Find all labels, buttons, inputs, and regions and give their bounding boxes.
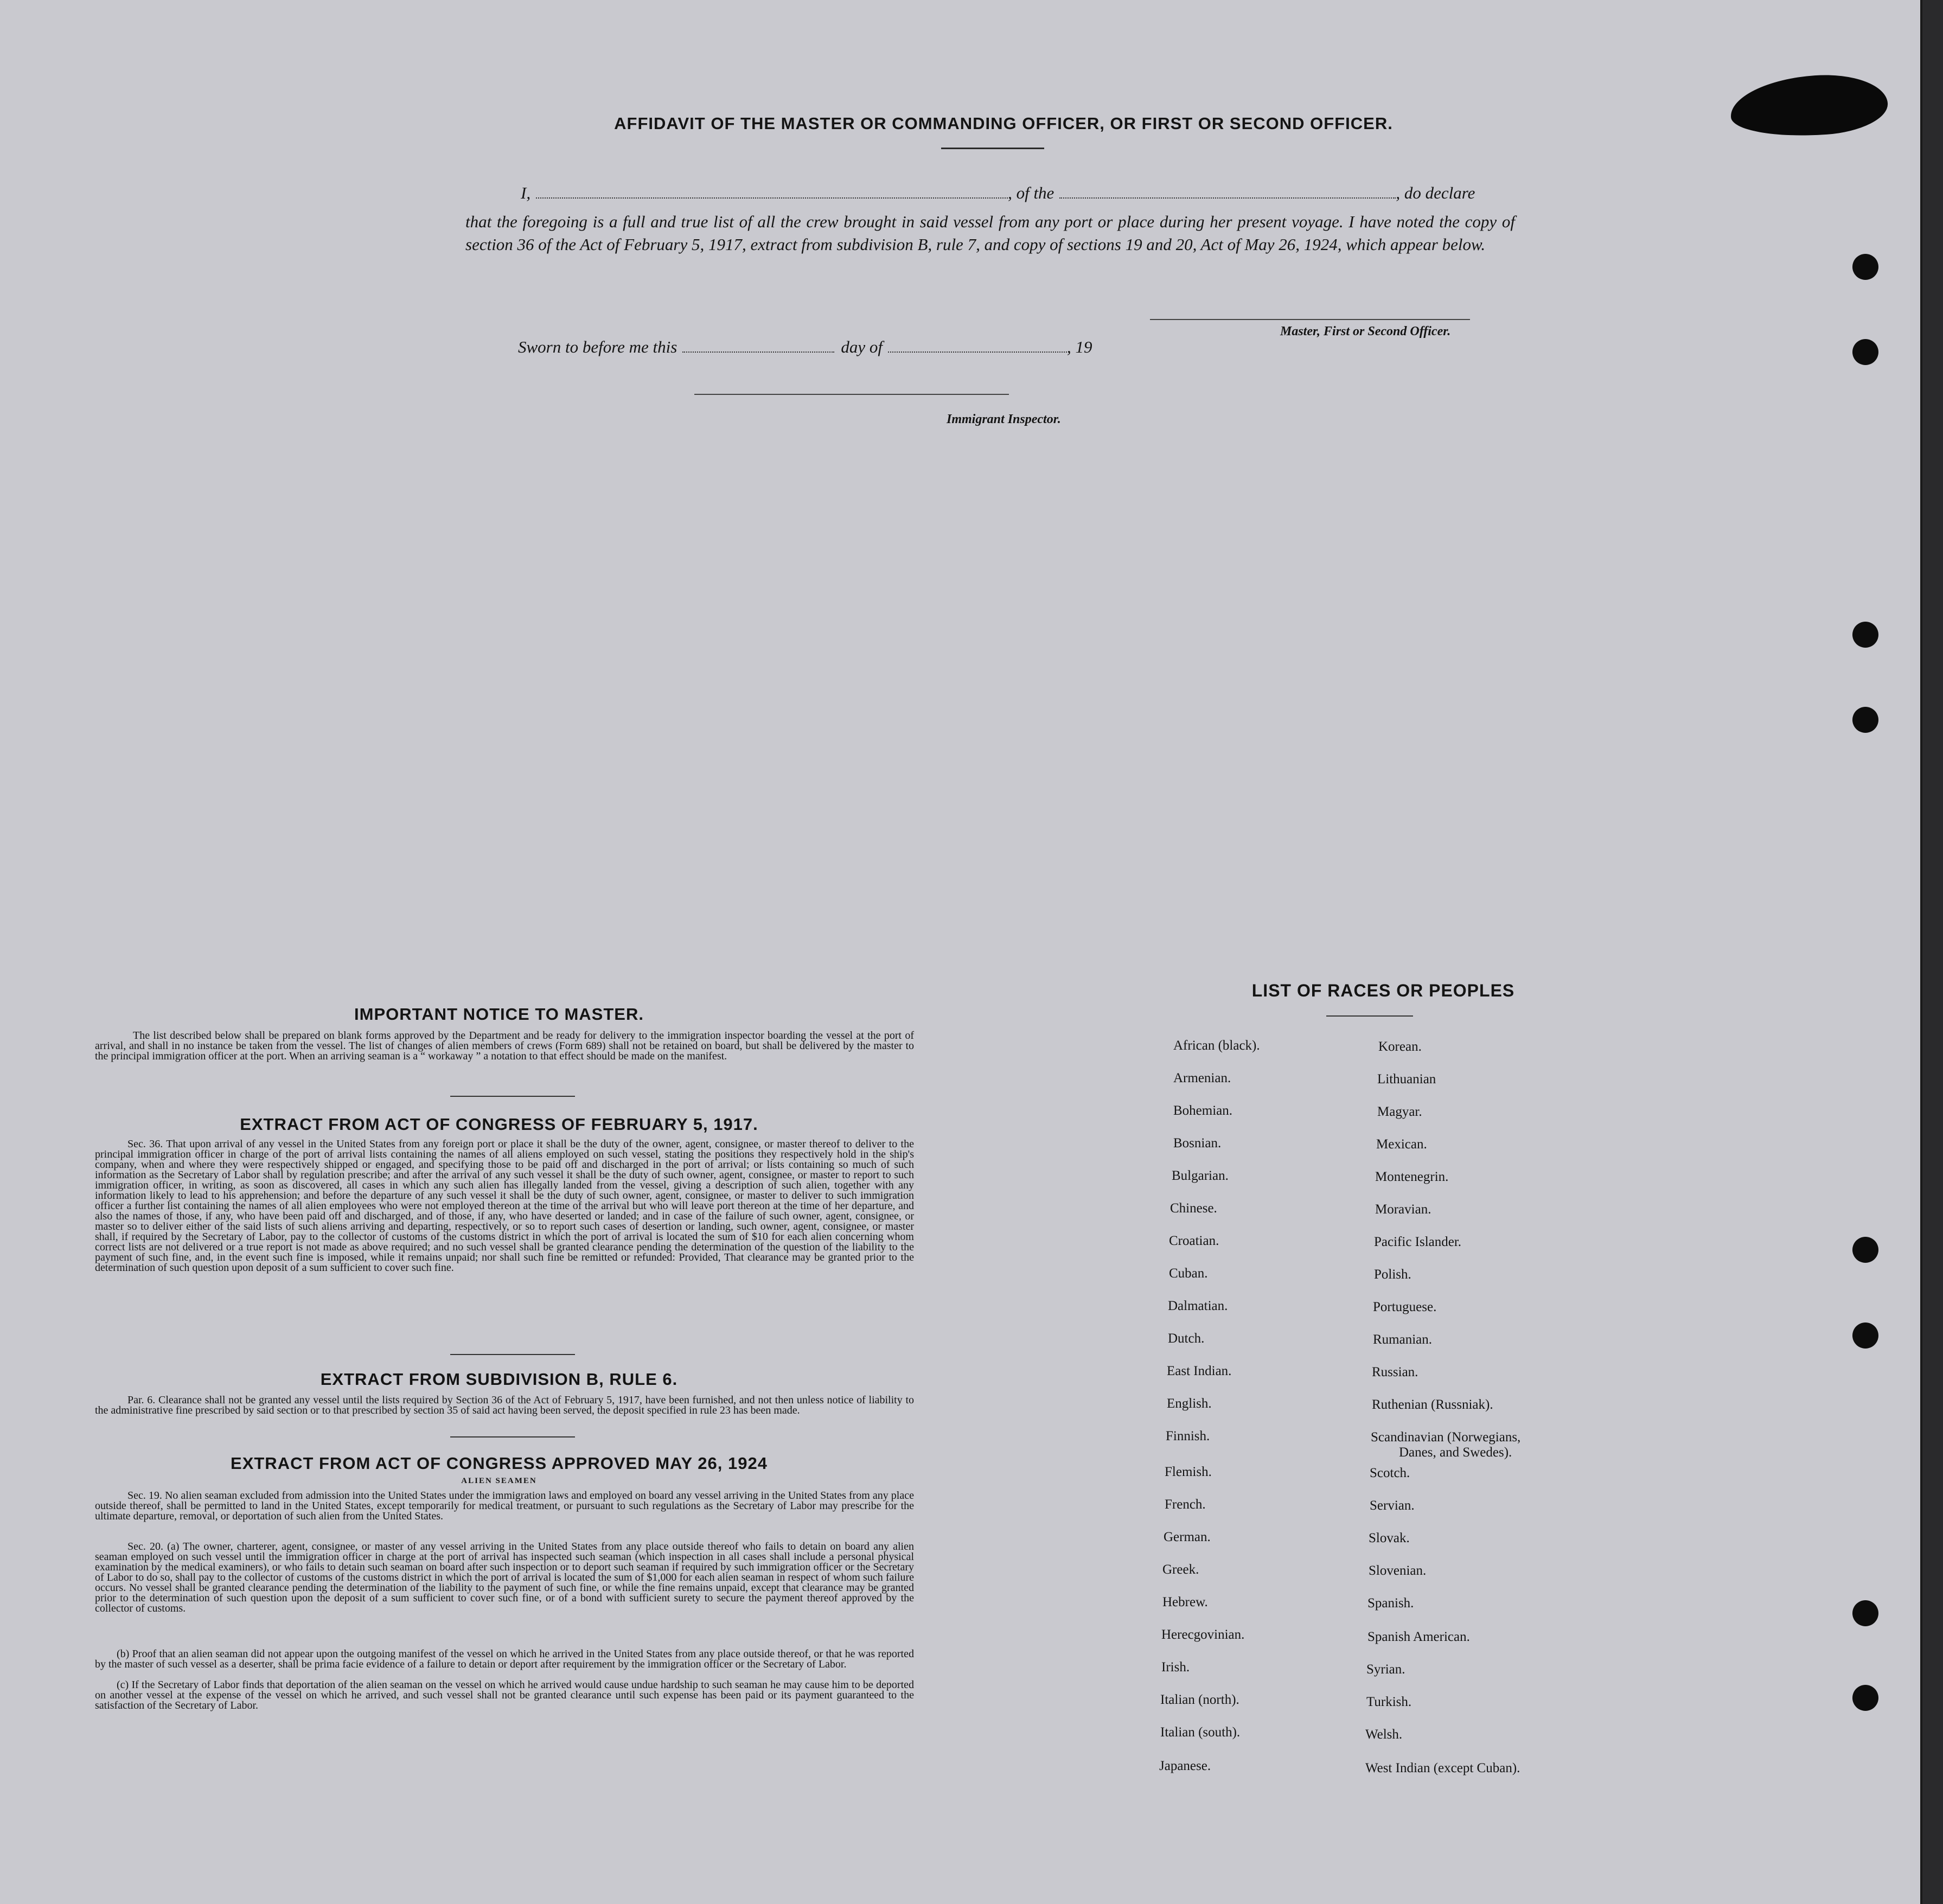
race-right-item: Mexican. <box>1376 1137 1427 1152</box>
race-right-item: Slovenian. <box>1369 1563 1427 1578</box>
binder-hole-icon <box>1852 707 1878 733</box>
race-right-item: Rumanian. <box>1373 1332 1433 1347</box>
race-left-item: East Indian. <box>1167 1364 1232 1378</box>
sec19-text: Sec. 19. No alien seaman excluded from admission into the United States under the immigration laws and employed on board any vessel arriving in the United States from any place outside thereof, shall be permitted to land in the United States, except temporarily for medical treatment, or pursuant to such regulations as the Secretary of Labor may prescribe for the ultimate departure, removal, or deportation of such alien from the United States. <box>95 1490 914 1522</box>
extract-rule6-title: EXTRACT FROM SUBDIVISION B, RULE 6. <box>320 1370 678 1389</box>
binder-hole-icon <box>1852 1322 1878 1349</box>
affidavit-of-the: , of the <box>1008 183 1054 202</box>
sec20b-text: (b) Proof that an alien seaman did not appear upon the outgoing manifest of the vessel on which he arrived in the United States from any place outside thereof, or that he was reported by the master of such vessel as a deserter, shall be prima facie evidence of a failure to detain or deport after requirement by the immigration officer or the Secretary of Labor. <box>95 1648 914 1670</box>
race-left-item: German. <box>1164 1530 1211 1544</box>
race-right-item: Pacific Islander. <box>1374 1235 1462 1249</box>
races-title: LIST OF RACES OR PEOPLES <box>1251 981 1515 1000</box>
affidavit-line1 <box>521 183 1519 203</box>
affidavit-title: AFFIDAVIT OF THE MASTER OR COMMANDING OFFICER, OR FIRST OR SECOND OFFICER. <box>614 114 1393 133</box>
race-left-item: Cuban. <box>1169 1266 1208 1281</box>
sworn-day-blank <box>682 351 834 353</box>
notice-body: The list described below shall be prepared on blank forms approved by the Department and be ready for delivery to the immigration inspector boarding the vessel at the port of arrival, and shall in no instance be taken from the vessel. The list of changes of alien members of crews (Form 689) shall not be retained on board, but shall be delivered by the master to the principal immigration officer at the port. When an arriving seaman is a “ workaway ” a notation to that effect should be made on the manifest. <box>95 1030 914 1062</box>
binder-hole-icon <box>1852 1600 1878 1626</box>
race-right-item: Russian. <box>1372 1365 1418 1379</box>
title-rule <box>941 148 1044 149</box>
extract-1917-title: EXTRACT FROM ACT OF CONGRESS OF FEBRUARY 5, 1917. <box>240 1115 758 1134</box>
sec20a-text: Sec. 20. (a) The owner, charterer, agent, consignee, or master of any vessel arriving in the United States from any place outside thereof who fails to detain on board any alien seaman employed on such vessel until the immigration officer in charge at the port of arrival has inspected such seaman (which inspection in all cases shall include a personal physical examination by the medical examiners), or who fails to detain such seaman on board after such inspection or to deport such seaman if required by such immigration officer or the Secretary of Labor to do so, shall pay to the collector of customs of the customs district in which the port of arrival is located the sum of $1,000 for each alien seaman in respect of whom such failure occurs. No vessel shall be granted clearance pending the determination of the liability to the payment of such fine, or while the fine remains unpaid, except that clearance may be granted prior to the determination of such question upon the deposit of a sum sufficient to cover such fine, or of a bond with sufficient surety to secure the payment thereof approved by the collector of customs. <box>95 1541 914 1614</box>
race-right-item: Scotch. <box>1370 1466 1410 1480</box>
race-right-item: Spanish American. <box>1367 1630 1470 1644</box>
race-right-item: Slovak. <box>1369 1531 1410 1545</box>
extract-1917-body: Sec. 36. That upon arrival of any vessel in the United States from any foreign port or place it shall be the duty of the owner, agent, consignee, or master thereof to deliver to the principal immigration officer in charge of the port of arrival lists containing the names of all aliens employed on such vessel, stating the positions they respectively hold in the ship's company, when and where they were respectively shipped or engaged, and specifying those to be paid off and discharged in the port of arrival; or lists containing so much of such information as the Secretary of Labor shall by regulation prescribe; and after the arrival of any such vessel it shall be the duty of such owner, agent, consignee, or master to report to such immigration officer, in writing, as soon as discovered, all cases in which any such alien has illegally landed from the vessel, giving a description of such alien, together with any information likely to lead to his apprehension; and before the departure of any such vessel it shall be the duty of such owner, agent, consignee, or master to deliver to such immigration officer a further list containing the names of all alien employees who were not employed thereon at the time of the arrival but who will leave port thereon at the time of her departure, and also the names of those, if any, who have been paid off and discharged, and of those, if any, who have deserted or landed; and in case of the failure of such owner, agent, consignee, or master so to deliver either of the said lists of such aliens arriving and departing, respectively, or so to report such cases of desertion or landing, such owner, agent, consignee, or master shall, if required by the Secretary of Labor, pay to the collector of customs of the customs district in which the port of arrival is located the sum of $10 for each alien concerning whom correct lists are not delivered or a true report is not made as above required; and no such vessel shall be granted clearance pending the determination of the question of the liability to the payment of such fine, and, in the event such fine is imposed, while it remains unpaid; nor shall such fine be remitted or refunded: Provided, That clearance may be granted prior to the determination of such question upon deposit of a sum sufficient to cover such fine. <box>95 1138 914 1274</box>
race-left-item: Bohemian. <box>1173 1103 1233 1118</box>
race-right-item: Syrian. <box>1366 1662 1405 1677</box>
sworn-line <box>518 337 1092 357</box>
race-right-item: Moravian. <box>1375 1202 1431 1217</box>
race-left-item: Dutch. <box>1168 1331 1205 1346</box>
binder-hole-icon <box>1852 622 1878 648</box>
race-right-item: Portuguese. <box>1373 1300 1437 1314</box>
sworn-month-blank <box>888 351 1067 353</box>
binder-hole-icon <box>1852 1237 1878 1263</box>
binder-hole-icon <box>1852 1685 1878 1711</box>
extract-1917-rule <box>450 1354 575 1355</box>
notice-rule <box>450 1096 575 1097</box>
race-right-item: West Indian (except Cuban). <box>1365 1761 1520 1775</box>
race-right-item: Korean. <box>1378 1039 1422 1054</box>
year-prefix: , 19 <box>1066 337 1092 356</box>
extract-1924-title: EXTRACT FROM ACT OF CONGRESS APPROVED MAY 26, 1924 <box>231 1454 768 1473</box>
race-right-item: Polish. <box>1374 1267 1411 1282</box>
race-left-item: Italian (south). <box>1160 1725 1241 1740</box>
extract-1924-subtitle: ALIEN SEAMEN <box>461 1477 537 1485</box>
binder-hole-icon <box>1852 254 1878 280</box>
extract-rule6-body: Par. 6. Clearance shall not be granted any vessel until the lists required by Section 36 of the Act of February 5, 1917, have been furnished, and not then unless notice of liability to the administrative fine prescribed by said section or to that prescribed by section 35 of said act having been served, the deposit specified in rule 23 has been made. <box>95 1394 914 1416</box>
vessel-blank <box>1059 197 1396 199</box>
binder-hole-icon <box>1852 339 1878 365</box>
master-signature-label: Master, First or Second Officer. <box>1280 324 1451 338</box>
sheet-edge <box>1922 0 1943 1904</box>
affidavit-declare: , do declare <box>1396 183 1475 202</box>
affidavit-i: I, <box>521 183 531 202</box>
race-left-item: Bulgarian. <box>1172 1168 1229 1183</box>
race-left-item: Dalmatian. <box>1168 1299 1228 1313</box>
race-left-item: French. <box>1165 1497 1206 1512</box>
race-right-item: Magyar. <box>1377 1104 1422 1119</box>
race-left-item: Finnish. <box>1166 1429 1210 1443</box>
notice-title: IMPORTANT NOTICE TO MASTER. <box>354 1005 644 1024</box>
race-left-item: Greek. <box>1162 1562 1199 1577</box>
race-left-item: Armenian. <box>1173 1071 1231 1085</box>
master-signature-line <box>1150 319 1470 320</box>
race-right-item: Welsh. <box>1365 1727 1403 1742</box>
races-rule <box>1326 1015 1413 1017</box>
inspector-label: Immigrant Inspector. <box>947 412 1061 426</box>
inspector-signature-line <box>694 394 1009 395</box>
race-left-item: Croatian. <box>1169 1234 1219 1248</box>
race-left-item: Japanese. <box>1159 1759 1211 1773</box>
sec20c-text: (c) If the Secretary of Labor finds that deportation of the alien seaman on the vessel on which he arrived would cause undue hardship to such seaman he may cause him to be deported on another vessel at the expense of the vessel on which he arrived, and such vessel shall not be granted clearance until such expense has been paid or its payment guaranteed to the satisfaction of the Secretary of Labor. <box>95 1679 914 1711</box>
day-of-text: day of <box>841 337 883 356</box>
race-right-item: Spanish. <box>1367 1596 1414 1611</box>
race-right-item: Montenegrin. <box>1375 1170 1449 1184</box>
race-left-item: Irish. <box>1161 1660 1190 1675</box>
sworn-text: Sworn to before me this <box>518 337 678 356</box>
race-left-item: Chinese. <box>1170 1201 1217 1216</box>
race-right-item: Lithuanian <box>1377 1072 1436 1087</box>
race-left-item: Flemish. <box>1165 1465 1212 1479</box>
race-left-item: Hebrew. <box>1162 1595 1208 1609</box>
race-left-item: English. <box>1167 1396 1212 1411</box>
race-left-item: Herecgovinian. <box>1161 1627 1245 1642</box>
race-left-item: African (black). <box>1173 1038 1260 1053</box>
name-blank <box>536 197 1008 199</box>
race-left-item: Bosnian. <box>1173 1136 1222 1151</box>
race-right-item: Scandinavian (Norwegians, <box>1371 1430 1521 1445</box>
race-right-item: Servian. <box>1370 1498 1415 1513</box>
race-right-item: Ruthenian (Russniak). <box>1372 1397 1493 1412</box>
affidavit-body: that the foregoing is a full and true list of all the crew brought in said vessel from any port or place during her present voyage. I have noted the copy of section 36 of the Act of February 5, 1917, extract from subdivision B, rule 7, and copy of sections 19 and 20, Act of May 26, 1924, which appear below. <box>465 212 1515 254</box>
extract-rule6-rule <box>450 1436 575 1437</box>
race-left-item: Italian (north). <box>1160 1692 1239 1707</box>
race-right-item: Danes, and Swedes). <box>1399 1445 1512 1460</box>
race-right-item: Turkish. <box>1366 1695 1412 1709</box>
